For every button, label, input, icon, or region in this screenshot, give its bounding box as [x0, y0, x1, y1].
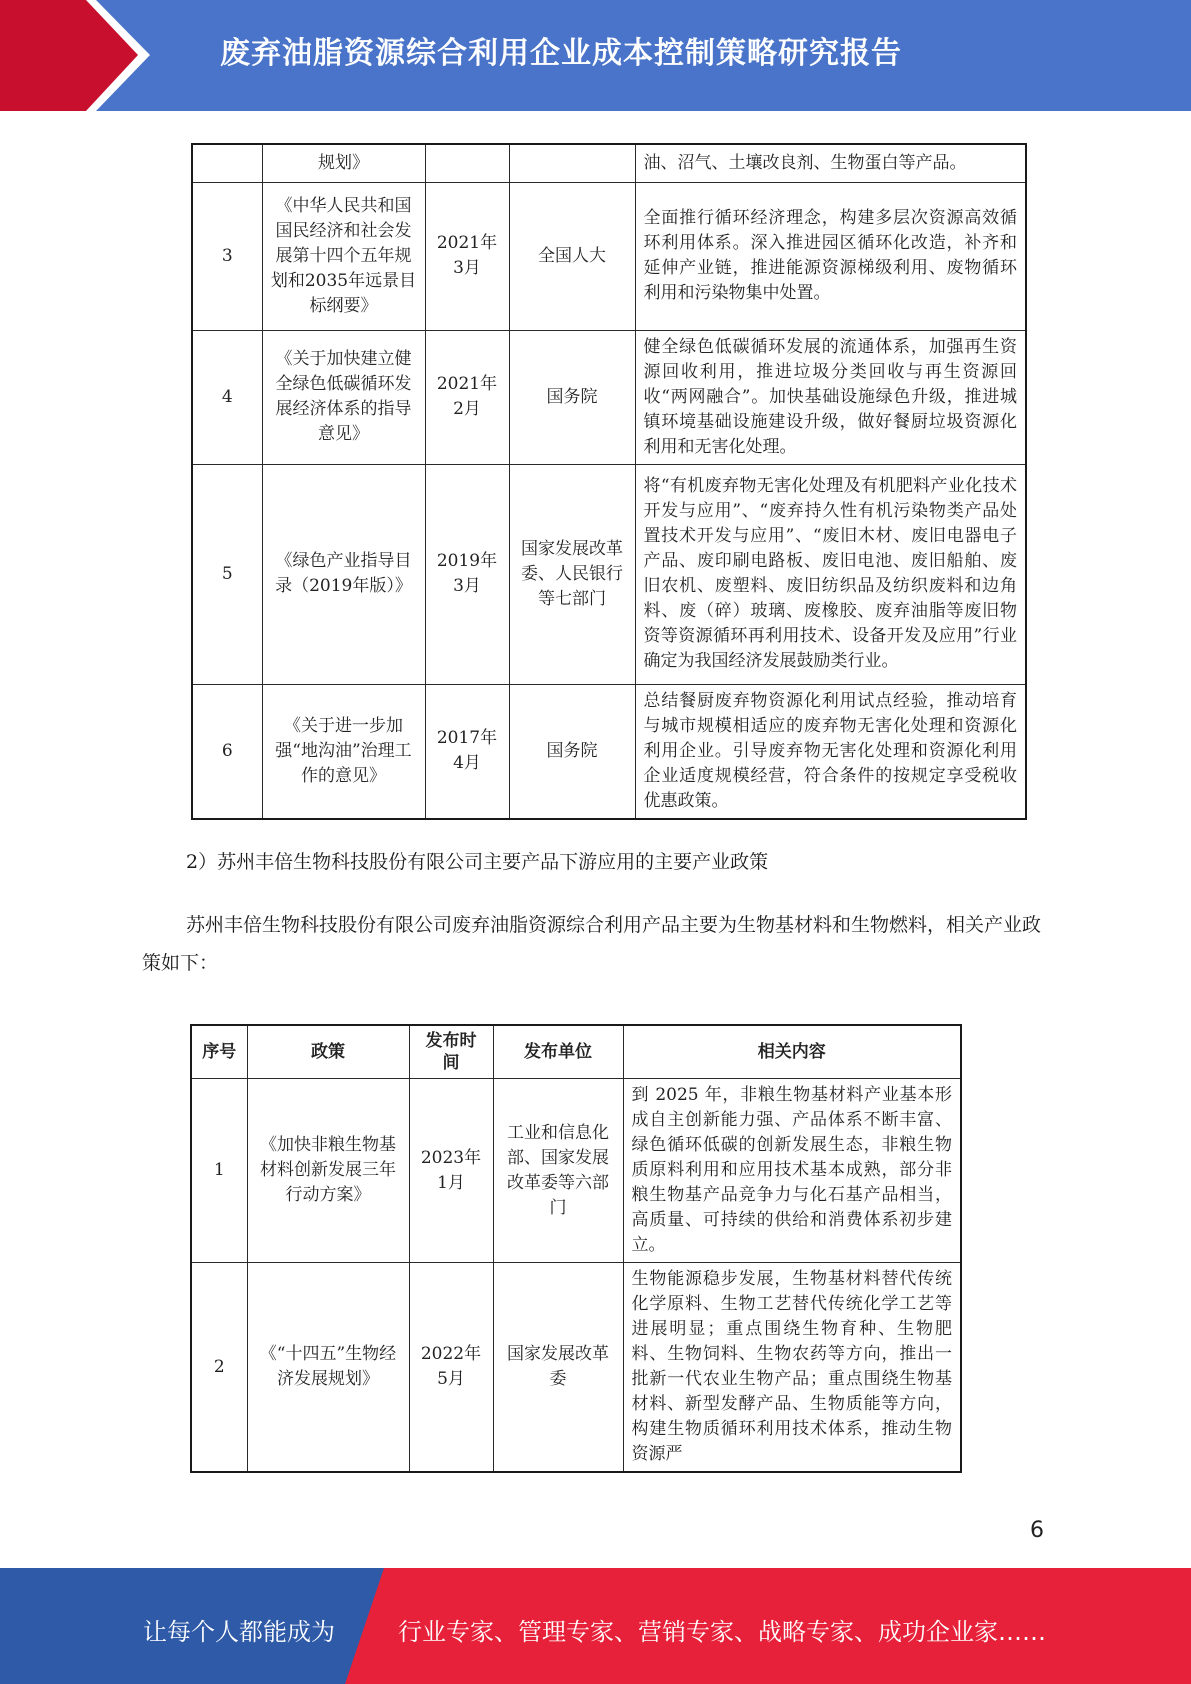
cell-policy: 规划》	[262, 144, 425, 182]
cell-date: 2017年4月	[425, 684, 509, 819]
cell-policy: 《关于加快建立健全绿色低碳循环发展经济体系的指导意见》	[262, 330, 425, 464]
cell-unit: 国家发展改革委	[493, 1263, 623, 1473]
table-row	[192, 684, 1026, 819]
cell-date: 2023年1月	[409, 1079, 493, 1263]
header-content: 相关内容	[623, 1025, 961, 1079]
intro-paragraph: 苏州丰倍生物科技股份有限公司废弃油脂资源综合利用产品主要为生物基材料和生物燃料，相关产业政策如下：	[142, 914, 1042, 974]
cell-unit: 国务院	[509, 330, 635, 464]
table-header-row	[191, 1025, 961, 1079]
cell-date: 2021年3月	[425, 182, 509, 330]
footer-slogan-right: 行业专家、管理专家、营销专家、战略专家、成功企业家……	[398, 1618, 1046, 1646]
cell-content: 生物能源稳步发展，生物基材料替代传统化学原料、生物工艺替代传统化学工艺等进展明显；重点围绕生物育种、生物肥料、生物饲料、生物农药等方向，推出一批新一代农业生物产品；重点围绕生物基材料、新型发酵产品、生物质能等方向，构建生物质循环利用技术体系，推动生物资源严	[623, 1263, 961, 1473]
policy-table-2	[190, 1024, 962, 1473]
table-row	[192, 144, 1026, 182]
footer-slogan-left: 让每个人都能成为	[143, 1618, 335, 1646]
cell-content: 到 2025 年，非粮生物基材料产业基本形成自主创新能力强、产品体系不断丰富、绿色循环低碳的创新发展生态，非粮生物质原料利用和应用技术基本成熟，部分非粮生物基产品竞争力与化石基产品相当，高质量、可持续的供给和消费体系初步建立。	[623, 1079, 961, 1263]
cell-policy: 《“十四五”生物经济发展规划》	[247, 1263, 409, 1473]
cell-unit: 国家发展改革委、人民银行等七部门	[509, 464, 635, 684]
report-title: 废弃油脂资源综合利用企业成本控制策略研究报告	[220, 36, 902, 71]
cell-unit	[509, 144, 635, 182]
cell-num: 5	[192, 464, 262, 684]
cell-unit: 工业和信息化部、国家发展改革委等六部门	[493, 1079, 623, 1263]
table-row	[191, 1079, 961, 1263]
cell-num	[192, 144, 262, 182]
cell-policy: 《绿色产业指导目录（2019年版）》	[262, 464, 425, 684]
header-policy: 政策	[247, 1025, 409, 1079]
page-header	[0, 0, 1191, 111]
section-subheading: 2）苏州丰倍生物科技股份有限公司主要产品下游应用的主要产业政策	[186, 851, 769, 873]
header-unit: 发布单位	[493, 1025, 623, 1079]
cell-content: 全面推行循环经济理念，构建多层次资源高效循环利用体系。深入推进园区循环化改造，补齐和延伸产业链，推进能源资源梯级利用、废物循环利用和污染物集中处置。	[635, 182, 1026, 330]
cell-date: 2021年2月	[425, 330, 509, 464]
cell-content: 将“有机废弃物无害化处理及有机肥料产业化技术开发与应用”、“废弃持久性有机污染物类产品处置技术开发与应用”、“废旧木材、废旧电器电子产品、废印刷电路板、废旧电池、废旧船舶、废旧农机、废塑料、废旧纺织品及纺织废料和边角料、废（碎）玻璃、废橡胶、废弃油脂等废旧物资等资源循环再利用技术、设备开发及应用”行业确定为我国经济发展鼓励类行业。	[635, 464, 1026, 684]
table-row	[192, 182, 1026, 330]
cell-unit: 全国人大	[509, 182, 635, 330]
cell-content: 油、沼气、土壤改良剂、生物蛋白等产品。	[635, 144, 1026, 182]
cell-date	[425, 144, 509, 182]
cell-num: 1	[191, 1079, 247, 1263]
page-number: 6	[1030, 1518, 1044, 1543]
cell-num: 4	[192, 330, 262, 464]
cell-content: 健全绿色低碳循环发展的流通体系，加强再生资源回收利用，推进垃圾分类回收与再生资源回收“两网融合”。加快基础设施绿色升级，推进城镇环境基础设施建设升级，做好餐厨垃圾资源化利用和无害化处理。	[635, 330, 1026, 464]
cell-policy: 《加快非粮生物基材料创新发展三年行动方案》	[247, 1079, 409, 1263]
cell-policy: 《中华人民共和国国民经济和社会发展第十四个五年规划和2035年远景目标纲要》	[262, 182, 425, 330]
cell-date: 2019年3月	[425, 464, 509, 684]
cell-unit: 国务院	[509, 684, 635, 819]
cell-num: 2	[191, 1263, 247, 1473]
cell-date: 2022年5月	[409, 1263, 493, 1473]
header-date: 发布时间	[409, 1025, 493, 1079]
page-footer	[0, 1568, 1191, 1684]
table-row	[192, 464, 1026, 684]
cell-num: 3	[192, 182, 262, 330]
table-row	[191, 1263, 961, 1473]
cell-num: 6	[192, 684, 262, 819]
policy-table-1	[191, 143, 1027, 820]
table-row	[192, 330, 1026, 464]
header-num: 序号	[191, 1025, 247, 1079]
cell-policy: 《关于进一步加强“地沟油”治理工作的意见》	[262, 684, 425, 819]
cell-content: 总结餐厨废弃物资源化利用试点经验，推动培育与城市规模相适应的废弃物无害化处理和资源化利用企业。引导废弃物无害化处理和资源化利用企业适度规模经营，符合条件的按规定享受税收优惠政策。	[635, 684, 1026, 819]
